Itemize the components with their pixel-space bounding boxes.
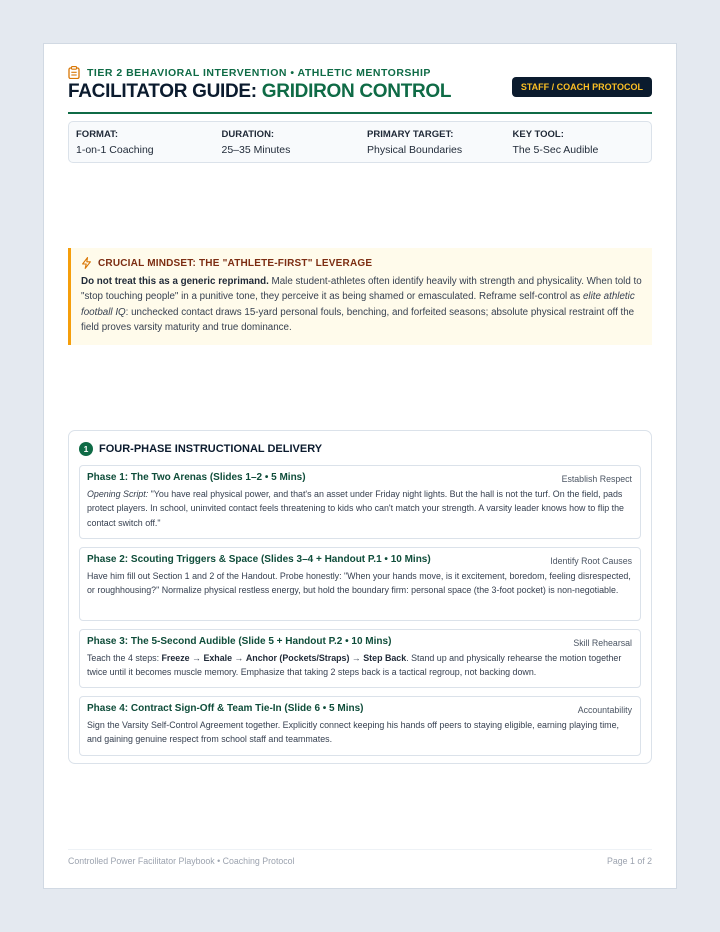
page-title [68, 81, 451, 103]
phase-tag: Skill Rehearsal [573, 638, 632, 648]
mindset-italic: elite athletic football IQ [81, 291, 635, 318]
meta-value: 1-on-1 Coaching [76, 144, 154, 156]
section-number: 1 [79, 442, 93, 456]
step-anchor: Anchor (Pockets/Straps) [245, 653, 350, 663]
arrow: → [234, 653, 244, 663]
title-accent: GRIDIRON CONTROL [261, 81, 452, 102]
document-page [43, 43, 677, 889]
step-step-back: Step Back [363, 653, 407, 663]
page-header [68, 64, 652, 114]
phase-body: Have him fill out Section 1 and 2 of the Handout. Probe honestly: "When your hands move, is it excitement, boredom, feeling disrespected, or roughhousing?" Normalize physical restless energy, but hold the boundary firm: personal space (the 3-foot pocket) is non-negotiable. [87, 571, 631, 596]
meta-value: The 5-Sec Audible [512, 144, 599, 156]
arrow: → [351, 653, 361, 663]
mindset-text-2: : unchecked contact draws 15-yard personal fouls, benching, and forfeited seasons; absolute physical restraint off the field proves varsity maturity and true dominance. [81, 306, 635, 333]
meta-value: Physical Boundaries [367, 144, 463, 156]
delivery-section [68, 430, 652, 764]
meta-primary-target [360, 122, 506, 162]
phase-body: Sign the Varsity Self-Control Agreement together. Explicitly connect keeping his hands off peers to staying eligible, earning playing time, and gaining genuine respect from school staff and teammates. [87, 720, 619, 745]
mindset-heading [81, 257, 642, 269]
eyebrow-text: TIER 2 BEHAVIORAL INTERVENTION • ATHLETIC MENTORSHIP [87, 66, 431, 79]
opening-script-label: Opening Script: [87, 489, 149, 499]
phase-tag: Establish Respect [561, 474, 632, 484]
meta-label: FORMAT: [76, 129, 119, 140]
page-number: Page 1 of 2 [607, 856, 652, 866]
step-freeze: Freeze [161, 653, 190, 663]
phase-card-1 [79, 465, 641, 539]
meta-duration [215, 122, 361, 162]
footer-left: Controlled Power Facilitator Playbook • Coaching Protocol [68, 856, 295, 866]
protocol-badge: STAFF / COACH PROTOCOL [512, 77, 652, 97]
phase-text-pre: Teach the 4 steps: [87, 653, 162, 663]
mindset-heading-text: CRUCIAL MINDSET: THE "ATHLETE-FIRST" LEVERAGE [98, 257, 373, 269]
phase-card-3 [79, 629, 641, 688]
mindset-body [81, 274, 642, 335]
phase-text: "You have real physical power, and that's an asset under Friday night lights. But the hall is not the turf. On the field, pads protect players. In school, uninvited contact feels threatening to kids who can't match your strength. A varsity leader knows how to flip the contact switch off." [87, 489, 624, 528]
clipboard-icon [68, 66, 80, 79]
meta-format [69, 122, 215, 162]
delivery-heading [79, 441, 641, 457]
lightning-icon [81, 257, 92, 269]
phase-title: Phase 4: Contract Sign-Off & Team Tie-In (Slide 6 • 5 Mins) [87, 703, 364, 714]
delivery-heading-text: FOUR-PHASE INSTRUCTIONAL DELIVERY [99, 443, 323, 455]
meta-key-tool [506, 122, 652, 162]
phase-text-post: . Stand up and physically rehearse the motion together twice until it becomes muscle memory. Emphasize that taking 2 steps back is a tactical regroup, not backing down. [87, 653, 622, 678]
phase-card-4 [79, 696, 641, 756]
phase-title: Phase 3: The 5-Second Audible (Slide 5 + Handout P.2 • 10 Mins) [87, 636, 392, 647]
meta-bar [68, 121, 652, 163]
mindset-callout [68, 248, 652, 345]
phase-card-2 [79, 547, 641, 621]
phase-body [87, 651, 632, 687]
phase-title: Phase 2: Scouting Triggers & Space (Slides 3–4 + Handout P.1 • 10 Mins) [87, 554, 431, 565]
meta-label: KEY TOOL: [512, 129, 564, 140]
step-exhale: Exhale [203, 653, 233, 663]
arrow: → [192, 653, 201, 663]
phase-body [87, 487, 632, 538]
phase-title: Phase 1: The Two Arenas (Slides 1–2 • 5 Mins) [87, 472, 306, 483]
mindset-bold-lead: Do not treat this as a generic reprimand. [81, 276, 269, 287]
eyebrow [68, 66, 431, 79]
phase-tag: Identify Root Causes [550, 556, 632, 566]
title-main: FACILITATOR GUIDE: [68, 81, 257, 102]
meta-value: 25–35 Minutes [221, 144, 291, 156]
meta-label: PRIMARY TARGET: [367, 129, 454, 140]
page-footer [68, 849, 652, 866]
meta-label: DURATION: [221, 129, 275, 140]
phase-tag: Accountability [577, 705, 632, 715]
mindset-text-1: Male student-athletes often identify heavily with strength and physicality. When told to "stop touching people" in a punitive tone, they perceive it as being shamed or emasculated. Reframe self-control as [81, 276, 642, 303]
